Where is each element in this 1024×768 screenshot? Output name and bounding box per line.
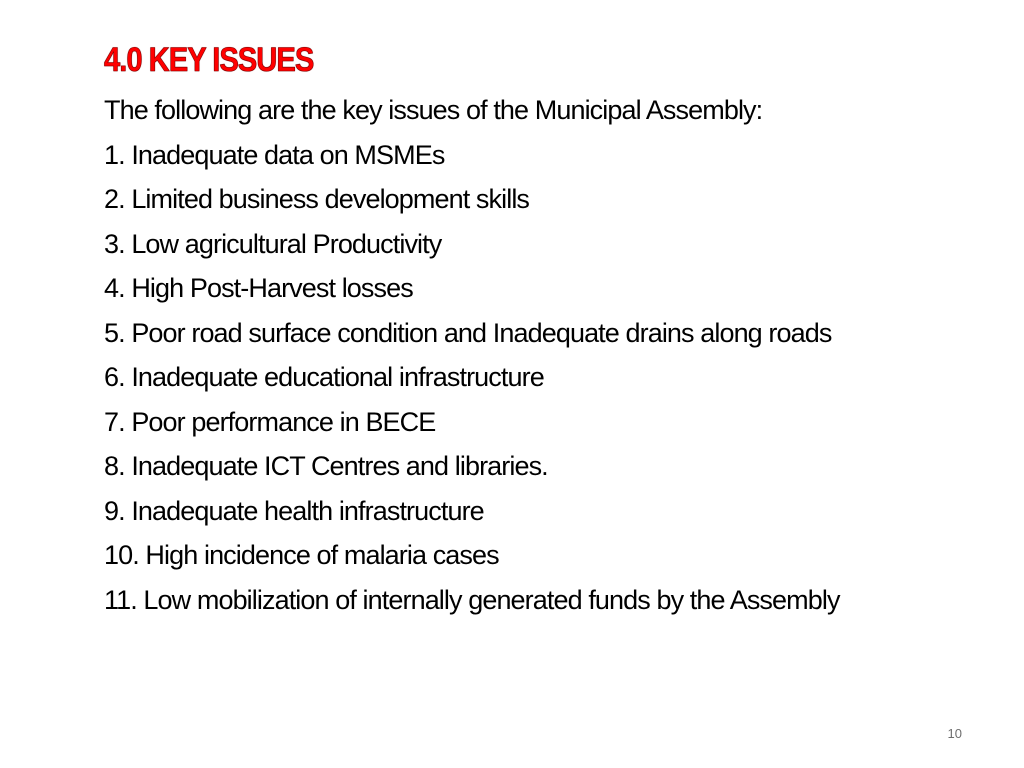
issue-item: 7. Poor performance in BECE — [104, 406, 436, 437]
issue-item: 1. Inadequate data on MSMEs — [104, 139, 445, 170]
issue-item: 11. Low mobilization of internally generated funds by the Assembly — [104, 584, 840, 615]
intro-text: The following are the key issues of the Municipal Assembly: — [104, 95, 763, 125]
issue-item: 9. Inadequate health infrastructure — [104, 495, 484, 526]
issues-list — [104, 92, 902, 626]
issue-item: 3. Low agricultural Productivity — [104, 228, 442, 259]
issue-item: 10. High incidence of malaria cases — [104, 540, 499, 570]
page-number: 10 — [947, 726, 962, 741]
issue-item: 2. Limited business development skills — [104, 184, 530, 214]
slide-title: 4.0 KEY ISSUES — [104, 41, 314, 79]
issue-item: 8. Inadequate ICT Centres and libraries. — [104, 451, 548, 481]
issue-item: 5. Poor road surface condition and Inadequate drains along roads — [104, 317, 832, 348]
issue-item: 4. High Post-Harvest losses — [104, 273, 413, 303]
issue-item: 6. Inadequate educational infrastructure — [104, 362, 544, 392]
